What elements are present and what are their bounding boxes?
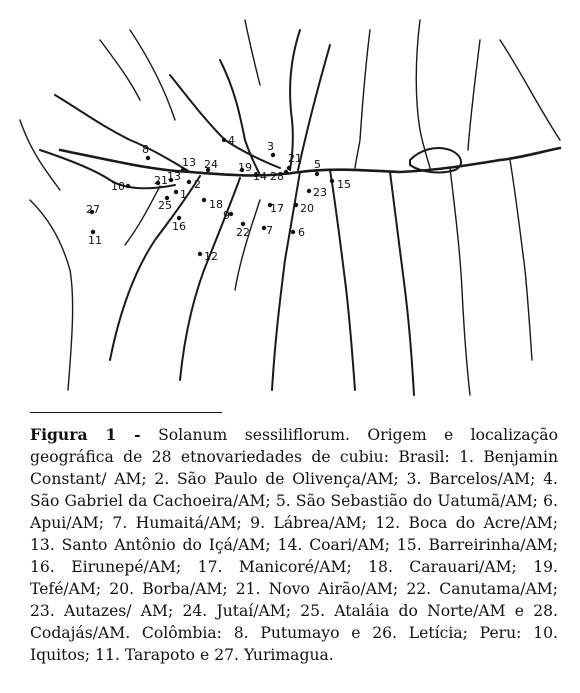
svg-text:9: 9: [223, 209, 230, 222]
site-10: [111, 180, 130, 193]
svg-text:1: 1: [180, 188, 187, 201]
svg-text:21: 21: [288, 152, 302, 165]
caption-lead: Figura 1 -: [30, 425, 141, 444]
svg-text:23: 23: [313, 186, 327, 199]
svg-text:28: 28: [270, 170, 284, 183]
site-20: [294, 202, 314, 215]
site-7: [262, 224, 273, 237]
svg-text:27: 27: [86, 203, 100, 216]
site-17: [268, 202, 284, 215]
svg-text:13: 13: [167, 170, 181, 183]
svg-text:24: 24: [204, 158, 218, 171]
svg-text:14: 14: [253, 170, 267, 183]
site-11: [88, 230, 102, 247]
site-21b: [154, 174, 168, 187]
svg-text:25: 25: [158, 199, 172, 212]
svg-text:20: 20: [300, 202, 314, 215]
site-4: [222, 134, 235, 147]
svg-text:15: 15: [337, 178, 351, 191]
site-13a: [181, 156, 196, 172]
svg-text:12: 12: [204, 250, 218, 263]
site-6: [291, 226, 305, 239]
svg-text:2: 2: [194, 178, 201, 191]
svg-text:22: 22: [236, 226, 250, 239]
svg-text:11: 11: [88, 234, 102, 247]
site-21a: [287, 152, 302, 170]
site-24: [204, 158, 218, 172]
site-8: [142, 143, 150, 160]
site-3: [267, 140, 275, 157]
svg-text:8: 8: [142, 143, 149, 156]
figure-caption: [30, 424, 558, 666]
site-28: [270, 170, 288, 183]
site-13b: [167, 170, 181, 183]
site-9: [223, 209, 233, 222]
svg-text:16: 16: [172, 220, 186, 233]
svg-text:21: 21: [154, 174, 168, 187]
site-23: [307, 186, 327, 199]
svg-text:5: 5: [314, 158, 321, 171]
site-18: [202, 198, 223, 211]
site-25: [158, 196, 172, 212]
site-27: [86, 203, 100, 216]
site-2: [187, 178, 201, 191]
svg-text:6: 6: [298, 226, 305, 239]
site-12: [198, 250, 218, 263]
svg-text:7: 7: [266, 224, 273, 237]
site-14: [253, 170, 267, 183]
site-16: [172, 216, 186, 233]
svg-text:19: 19: [238, 161, 252, 174]
river-network: [20, 20, 560, 395]
svg-text:10: 10: [111, 180, 125, 193]
svg-text:17: 17: [270, 202, 284, 215]
site-5: [314, 158, 321, 176]
site-19: [238, 161, 252, 174]
caption-rule: [30, 412, 222, 413]
svg-text:13: 13: [182, 156, 196, 169]
svg-text:3: 3: [267, 140, 274, 153]
svg-text:18: 18: [209, 198, 223, 211]
svg-text:4: 4: [228, 134, 235, 147]
caption-text: Solanum sessiliflorum. Origem e localização geográfica de 28 etnovariedades de cubiu: Brasil: 1. Benjamin Constant/ AM; 2. São Paulo de Olivença/AM; 3. Barcelos/AM; 4. São Gabriel da Cachoeira/AM; 5. São Sebastião do Uatumã/AM; 6. Apui/AM; 7. Humaitá/AM; 9. Lábrea/AM; 12. Boca do Acre/AM; 13. Santo Antônio do Içá/AM; 14. Coari/AM; 15. Barreirinha/AM; 16. Eirunepé/AM; 17. Manicoré/AM; 18. Carauari/AM; 19. Tefé/AM; 20. Borba/AM; 21. Novo Airão/AM; 22. Canutama/AM; 23. Autazes/ AM; 24. Jutaí/AM; 25. Ataláia do Norte/AM e 28. Codajás/AM. Colômbia: 8. Putumayo e 26. Letícia; Peru: 10. Iquitos; 11. Tarapoto e 27. Yurimagua.: [30, 426, 558, 664]
site-22: [236, 222, 250, 239]
site-1: [174, 188, 187, 201]
